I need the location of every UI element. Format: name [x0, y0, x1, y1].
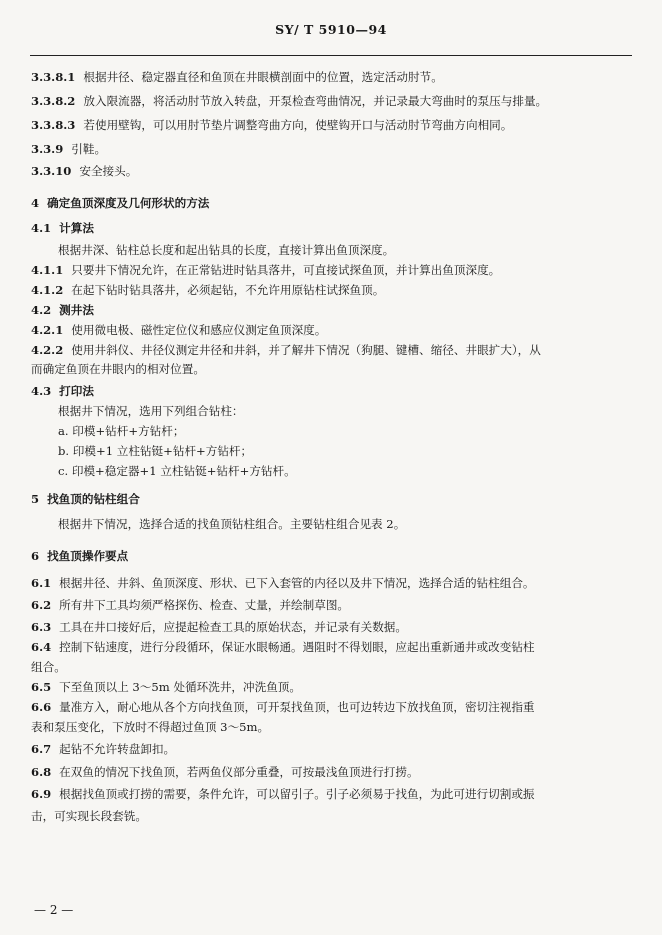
- paragraph-4-1: 根据井深、钻柱总长度和起出钻具的长度，直接计算出鱼顶深度。: [58, 243, 395, 257]
- clause-6-9: 6.9 根据找鱼顶或打捞的需要，条件允许，可以留引子。引子必须易于找鱼，为此可进行切割或振: [31, 787, 535, 801]
- clause-3-3-10: 3.3.10 安全接头。: [31, 164, 138, 178]
- clause-3-3-9: 3.3.9 引鞋。: [31, 142, 107, 156]
- section-5-heading: 5 找鱼顶的钻柱组合: [31, 492, 140, 506]
- list-item-a: a. 印模+钻杆+方钻杆；: [58, 424, 185, 438]
- clause-3-3-8-1: 3.3.8.1 根据井径、稳定器直径和鱼顶在井眼横剖面中的位置，选定活动肘节。: [31, 70, 443, 84]
- subsection-4-1-heading: 4.1 计算法: [31, 221, 94, 235]
- clause-4-2-1: 4.2.1 使用微电极、磁性定位仪和感应仪测定鱼顶深度。: [31, 323, 327, 337]
- clause-4-1-2: 4.1.2 在起下钻时钻具落井，必须起钻，不允许用原钻柱试探鱼顶。: [31, 283, 385, 297]
- section-6-heading: 6 找鱼顶操作要点: [31, 549, 129, 563]
- section-4-heading: 4 确定鱼顶深度及几何形状的方法: [31, 196, 210, 210]
- list-item-c: c. 印模+稳定器+1 立柱钻铤+钻杆+方钻杆。: [58, 464, 296, 478]
- clause-6-8: 6.8 在双鱼的情况下找鱼顶，若两鱼仪部分重叠，可按最浅鱼顶进行打捞。: [31, 765, 419, 779]
- clause-6-6-continued: 表和泵压变化，下放时不得超过鱼顶 3～5m。: [31, 720, 270, 734]
- paragraph-4-3: 根据井下情况，选用下列组合钻柱：: [58, 404, 244, 418]
- clause-6-4: 6.4 控制下钻速度，进行分段循环，保证水眼畅通。遇阻时不得划眼，应起出重新通井或改变钻柱: [31, 640, 535, 654]
- clause-6-5: 6.5 下至鱼顶以上 3～5m 处循环洗井，冲洗鱼顶。: [31, 680, 301, 694]
- clause-6-1: 6.1 根据井径、井斜、鱼顶深度、形状、已下入套管的内径以及井下情况，选择合适的钻柱组合。: [31, 576, 535, 590]
- subsection-4-2-heading: 4.2 测井法: [31, 303, 94, 317]
- clause-4-1-1: 4.1.1 只要井下情况允许，在正常钻进时钻具落井，可直接试探鱼顶，并计算出鱼顶深度。: [31, 263, 501, 277]
- document-header: SY/ T 5910—94: [275, 22, 387, 37]
- list-item-b: b. 印模+1 立柱钻铤+钻杆+方钻杆；: [58, 444, 253, 458]
- clause-6-2: 6.2 所有井下工具均须严格探伤、检查、丈量，并绘制草图。: [31, 598, 350, 612]
- subsection-4-3-heading: 4.3 打印法: [31, 384, 94, 398]
- clause-4-2-2: 4.2.2 使用井斜仪、井径仪测定井径和井斜，并了解井下情况（狗腿、键槽、缩径、井眼扩大），从: [31, 343, 541, 357]
- clause-6-9-continued: 击，可实现长段套铣。: [31, 809, 147, 823]
- page-number: — 2 —: [34, 903, 74, 917]
- clause-3-3-8-2: 3.3.8.2 放入限流器，将活动肘节放入转盘，开泵检查弯曲情况，并记录最大弯曲时的泵压与排量。: [31, 94, 548, 108]
- clause-6-6: 6.6 量准方入，耐心地从各个方向找鱼顶，可开泵找鱼顶，也可边转边下放找鱼顶，密切注视指重: [31, 700, 535, 714]
- header-rule: [30, 55, 632, 56]
- clause-3-3-8-3: 3.3.8.3 若使用壁钩，可以用肘节垫片调整弯曲方向，使壁钩开口与活动肘节弯曲方向相同。: [31, 118, 513, 132]
- clause-6-7: 6.7 起钻不允许转盘卸扣。: [31, 742, 176, 756]
- clause-6-3: 6.3 工具在井口接好后，应提起检查工具的原始状态，并记录有关数据。: [31, 620, 407, 634]
- clause-6-4-continued: 组合。: [31, 660, 66, 674]
- paragraph-5: 根据井下情况，选择合适的找鱼顶钻柱组合。主要钻柱组合见表 2。: [58, 517, 406, 531]
- clause-4-2-2-continued: 而确定鱼顶在井眼内的相对位置。: [31, 362, 205, 376]
